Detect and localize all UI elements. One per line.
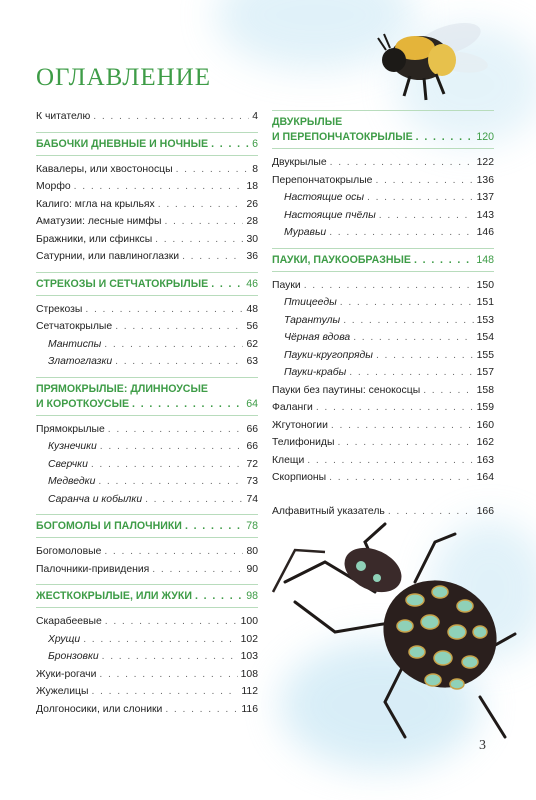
entry-title: Морфо: [36, 181, 71, 192]
entry-title: Жгутоногии: [272, 419, 328, 431]
page-ref: 78: [246, 520, 258, 532]
entry-title: Тарантулы: [284, 314, 341, 326]
entry-title: Прямокрылые: [36, 423, 105, 435]
dot-leader: [375, 172, 473, 190]
entry-title: Двукрылые: [272, 157, 327, 168]
toc-entry[interactable]: [36, 543, 258, 561]
dot-leader: [416, 130, 474, 145]
page-ref: 120: [476, 131, 494, 143]
toc-entry[interactable]: [36, 301, 258, 319]
toc-entry[interactable]: [36, 701, 258, 719]
dot-leader: [158, 196, 244, 214]
dot-leader: [331, 417, 474, 435]
toc-subentry[interactable]: [36, 473, 258, 491]
toc-entry[interactable]: [36, 666, 258, 684]
entry-title: Настоящие осы: [284, 192, 365, 203]
toc-entry[interactable]: [36, 178, 258, 196]
entry-title: Пауки без паутины: сенокосцы: [272, 384, 421, 396]
page-ref: 46: [246, 277, 258, 290]
toc-subentry[interactable]: [36, 491, 258, 509]
dot-leader: [98, 473, 243, 491]
entry-title: Бражники, или сфинксы: [36, 233, 153, 245]
page-ref: 164: [476, 472, 494, 483]
toc-subentry[interactable]: [36, 631, 258, 649]
entry-title: Чёрная вдова: [284, 332, 351, 343]
entry-title: Калиго: мгла на крыльях: [36, 198, 155, 210]
page-ref: 158: [476, 384, 494, 396]
page-ref: 63: [246, 356, 258, 367]
page-ref: 66: [246, 423, 258, 435]
toc-entry[interactable]: [272, 172, 494, 190]
toc-entry[interactable]: [272, 469, 494, 487]
dot-leader: [388, 503, 474, 521]
dot-leader: [304, 277, 474, 295]
dot-leader: [91, 456, 244, 474]
toc-entry[interactable]: [36, 108, 258, 126]
dot-leader: [343, 312, 473, 330]
page-number: 3: [479, 738, 486, 753]
section-title: ПАУКИ, ПАУКООБРАЗНЫЕ: [272, 253, 411, 266]
page-ref: 102: [240, 633, 258, 645]
page-ref: 150: [476, 279, 494, 291]
entry-title: Клещи: [272, 454, 305, 466]
entry-title: Сетчатокрылые: [36, 321, 113, 332]
toc-subentry[interactable]: [272, 189, 494, 207]
entry-title: Златоглазки: [48, 356, 113, 367]
entry-title: Сверчки: [48, 458, 88, 470]
dot-leader: [349, 364, 473, 382]
toc-entry[interactable]: [272, 503, 494, 521]
dot-leader: [152, 561, 243, 579]
page-ref: 100: [240, 616, 258, 627]
page-ref: 36: [246, 251, 258, 262]
entry-title: Скорпионы: [272, 472, 327, 483]
dot-leader: [132, 397, 243, 412]
toc-entry[interactable]: [272, 382, 494, 400]
page-ref: 30: [246, 233, 258, 245]
page-ref: 66: [246, 441, 258, 452]
page-ref: 166: [476, 505, 494, 517]
section-title: И КОРОТКОУСЫЕ: [36, 397, 130, 410]
dot-leader: [155, 231, 243, 249]
page-ref: 148: [476, 253, 494, 266]
page-ref: 157: [476, 367, 494, 378]
dot-leader: [85, 301, 243, 319]
toc-entry[interactable]: [36, 421, 258, 439]
toc-subentry[interactable]: [36, 336, 258, 354]
toc-entry[interactable]: [36, 561, 258, 579]
entry-title: Телифониды: [272, 437, 335, 448]
toc-entry[interactable]: [36, 318, 258, 336]
page-ref: 151: [476, 297, 494, 308]
page-ref: 160: [476, 419, 494, 431]
toc-entry[interactable]: [36, 161, 258, 179]
dot-leader: [83, 631, 237, 649]
entry-title: Богомоловые: [36, 546, 102, 557]
toc-entry[interactable]: [272, 399, 494, 417]
dot-leader: [414, 253, 473, 268]
section-title: СТРЕКОЗЫ И СЕТЧАТОКРЫЛЫЕ: [36, 277, 209, 290]
dot-leader: [145, 491, 243, 509]
toc-subentry[interactable]: [272, 207, 494, 225]
entry-title: Пауки: [272, 279, 301, 291]
entry-title: Пауки-кругопряды: [284, 349, 373, 361]
page-ref: 155: [476, 349, 494, 361]
page-ref: 146: [476, 227, 494, 238]
page-ref: 112: [241, 686, 258, 697]
toc-subentry[interactable]: [36, 648, 258, 666]
entry-title: Хрущи: [48, 633, 81, 645]
entry-title: Сатурнии, или павлиноглазки: [36, 251, 180, 262]
dot-leader: [330, 154, 474, 172]
toc-entry[interactable]: [272, 154, 494, 172]
page-ref: 153: [476, 314, 494, 326]
dot-leader: [176, 161, 250, 179]
page-ref: 74: [246, 493, 258, 505]
page-ref: 137: [476, 192, 494, 203]
page-ref: 80: [246, 546, 258, 557]
dot-leader: [329, 469, 474, 487]
entry-title: Птицееды: [284, 297, 337, 308]
toc-right-column: [272, 108, 494, 520]
toc-subentry[interactable]: [272, 294, 494, 312]
section-title: И ПЕРЕПОНЧАТОКРЫЛЫЕ: [272, 131, 413, 143]
entry-title: Скарабеевые: [36, 616, 102, 627]
toc-entry[interactable]: [272, 277, 494, 295]
toc-subentry[interactable]: [272, 364, 494, 382]
entry-title: Кавалеры, или хвостоносцы: [36, 163, 173, 175]
page-ref: 90: [246, 563, 258, 575]
entry-title: Пауки-крабы: [284, 367, 347, 378]
dot-leader: [182, 248, 243, 266]
toc-subentry[interactable]: [36, 353, 258, 371]
toc-entry[interactable]: [272, 417, 494, 435]
dot-leader: [307, 452, 473, 470]
toc-subentry[interactable]: [36, 438, 258, 456]
section-title: ЖЕСТКОКРЫЛЫЕ, ИЛИ ЖУКИ: [36, 590, 192, 602]
entry-title: Жуки-рогачи: [36, 668, 97, 680]
page-ref: 159: [476, 402, 494, 413]
page-ref: 4: [252, 111, 258, 122]
dot-leader: [165, 701, 238, 719]
section-title: БАБОЧКИ ДНЕВНЫЕ И НОЧНЫЕ: [36, 137, 209, 150]
page-ref: 103: [240, 651, 258, 662]
page-ref: 8: [252, 163, 258, 175]
page-ref: 6: [252, 137, 258, 150]
page-ref: 154: [476, 332, 494, 343]
dot-leader: [185, 519, 243, 534]
toc-left-column: [36, 108, 258, 718]
toc-entry[interactable]: [36, 613, 258, 631]
toc-section-heading[interactable]: [36, 132, 258, 156]
page-ref: 26: [246, 198, 258, 210]
page-ref: 98: [246, 590, 258, 602]
toc-subentry[interactable]: [36, 456, 258, 474]
entry-title: Бронзовки: [48, 651, 99, 662]
dot-leader: [423, 382, 473, 400]
dot-leader: [93, 108, 249, 126]
dot-leader: [316, 399, 474, 417]
toc-entry[interactable]: [272, 452, 494, 470]
section-title: ПРЯМОКРЫЛЫЕ: ДЛИННОУСЫЕ: [36, 382, 208, 395]
dot-leader: [367, 189, 474, 207]
dot-leader: [340, 294, 474, 312]
page-ref: 62: [246, 338, 258, 350]
page-ref: 143: [476, 209, 494, 221]
dot-leader: [211, 277, 243, 292]
page-ref: 56: [246, 321, 258, 332]
entry-title: Долгоносики, или слоники: [36, 703, 163, 715]
toc-section-heading[interactable]: [272, 110, 494, 149]
entry-title: Алфавитный указатель: [272, 505, 385, 517]
page-ref: 162: [476, 437, 494, 448]
toc-entry[interactable]: [36, 196, 258, 214]
entry-title: Палочники-привидения: [36, 563, 150, 575]
toc-section-heading[interactable]: [36, 377, 258, 416]
toc-section-heading[interactable]: [36, 514, 258, 538]
spacer: [272, 487, 494, 503]
entry-title: Перепончатокрылые: [272, 174, 373, 186]
entry-title: Настоящие пчёлы: [284, 209, 376, 221]
entry-title: Мантиспы: [48, 338, 102, 350]
entry-title: Аматузии: лесные нимфы: [36, 216, 162, 227]
page-ref: 18: [246, 181, 258, 192]
entry-title: Жужелицы: [36, 686, 89, 697]
entry-title: Муравьи: [284, 227, 327, 238]
page-ref: 163: [476, 454, 494, 466]
toc-entry[interactable]: [36, 213, 258, 231]
toc-entry[interactable]: [272, 434, 494, 452]
weevil-illustration: [265, 522, 525, 747]
bumblebee-illustration: [370, 0, 495, 115]
page-ref: 28: [246, 216, 258, 227]
toc-section-heading[interactable]: [36, 272, 258, 296]
dot-leader: [164, 213, 243, 231]
section-title: ДВУКРЫЛЫЕ: [272, 116, 343, 128]
dot-leader: [329, 224, 473, 242]
dot-leader: [115, 353, 243, 371]
entry-title: К читателю: [36, 111, 91, 122]
toc-subentry[interactable]: [272, 312, 494, 330]
page-ref: 136: [476, 174, 494, 186]
page-title: ОГЛАВЛЕНИЕ: [36, 64, 211, 91]
page-ref: 72: [246, 458, 258, 470]
dot-leader: [211, 137, 249, 152]
dot-leader: [115, 318, 243, 336]
dot-leader: [337, 434, 473, 452]
toc-entry[interactable]: [36, 683, 258, 701]
entry-title: Стрекозы: [36, 303, 83, 315]
toc-subentry[interactable]: [272, 347, 494, 365]
page-ref: 116: [241, 703, 258, 715]
entry-title: Медведки: [48, 476, 96, 487]
dot-leader: [104, 336, 243, 354]
toc-section-heading[interactable]: [36, 584, 258, 608]
dot-leader: [104, 543, 243, 561]
dot-leader: [353, 329, 473, 347]
toc-subentry[interactable]: [272, 224, 494, 242]
toc-section-heading[interactable]: [272, 248, 494, 272]
dot-leader: [379, 207, 474, 225]
page-ref: 64: [246, 397, 258, 410]
entry-title: Кузнечики: [48, 441, 97, 452]
page-ref: 108: [240, 668, 258, 680]
dot-leader: [91, 683, 238, 701]
dot-leader: [74, 178, 244, 196]
entry-title: Фаланги: [272, 402, 313, 413]
page-ref: 122: [476, 157, 494, 168]
entry-title: Саранча и кобылки: [48, 493, 143, 505]
section-title: БОГОМОЛЫ И ПАЛОЧНИКИ: [36, 520, 182, 532]
toc-entry[interactable]: [36, 248, 258, 266]
dot-leader: [100, 438, 244, 456]
toc-subentry[interactable]: [272, 329, 494, 347]
dot-leader: [376, 347, 474, 365]
dot-leader: [195, 589, 243, 604]
page-ref: 48: [246, 303, 258, 315]
toc-entry[interactable]: [36, 231, 258, 249]
dot-leader: [105, 613, 238, 631]
page-ref: 73: [246, 476, 258, 487]
dot-leader: [99, 666, 237, 684]
dot-leader: [102, 648, 238, 666]
dot-leader: [108, 421, 244, 439]
